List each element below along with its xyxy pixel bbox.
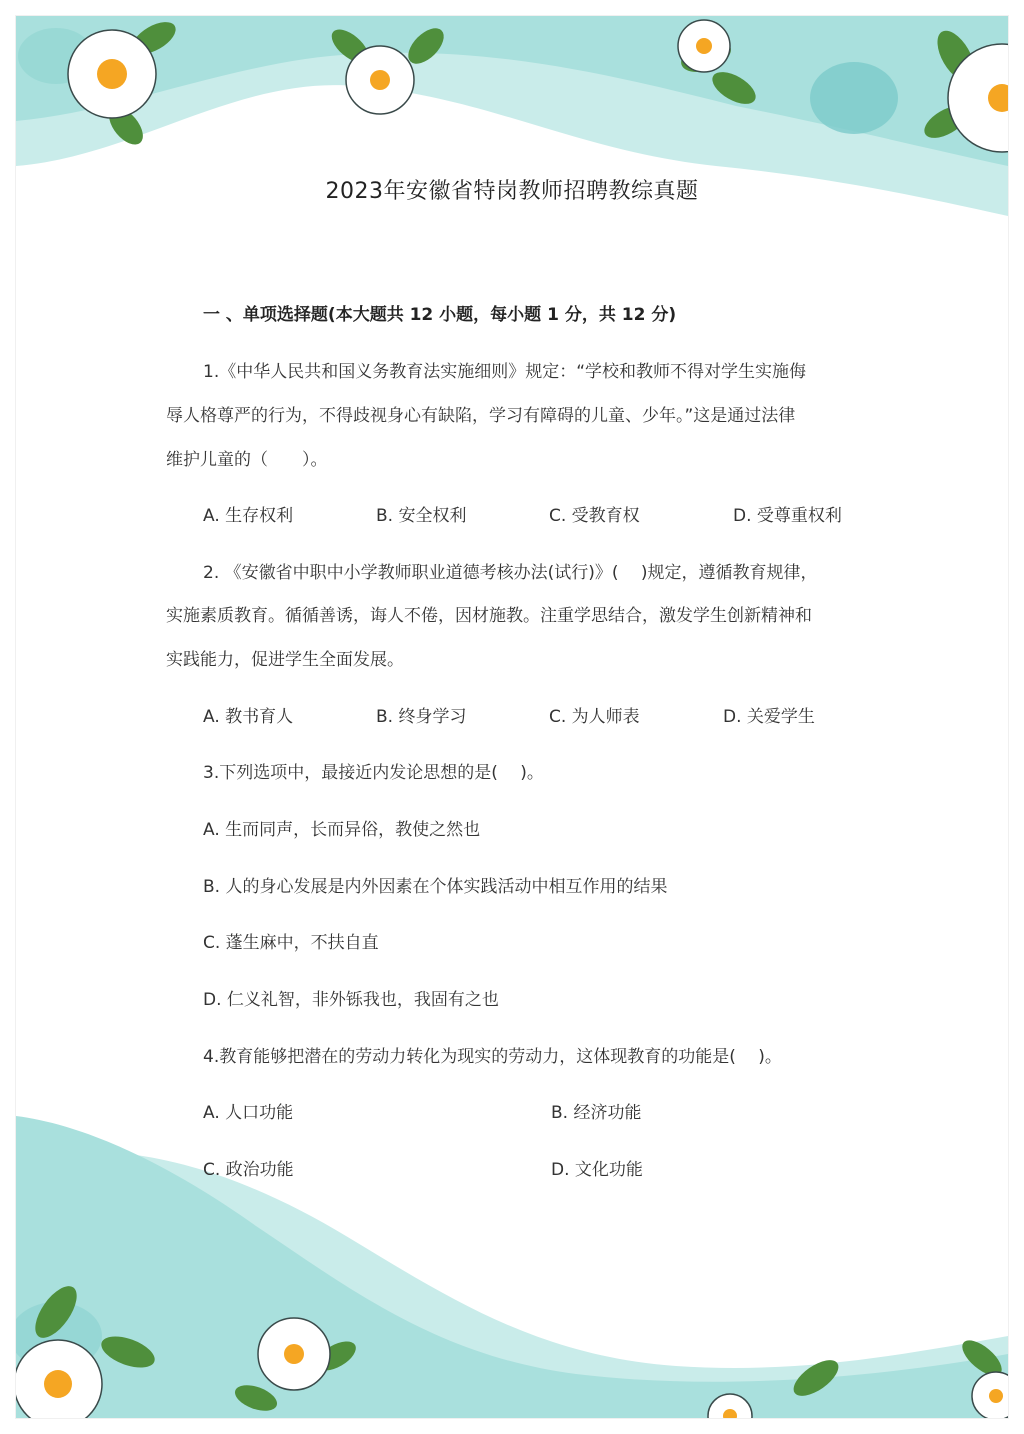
question-1-option-a: A. 生存权利 [203, 506, 294, 526]
question-3-option-c: C. 蓬生麻中，不扶自直 [203, 933, 379, 953]
question-1-line-3: 维护儿童的（ ）。 [166, 450, 328, 470]
question-1-option-c: C. 受教育权 [549, 506, 640, 526]
question-1-line-2: 辱人格尊严的行为，不得歧视身心有缺陷，学习有障碍的儿童、少年。”这是通过法律 [166, 406, 796, 426]
question-3-option-b: B. 人的身心发展是内外因素在个体实践活动中相互作用的结果 [203, 877, 668, 897]
question-1-line-1: 1.《中华人民共和国义务教育法实施细则》规定：“学校和教师不得对学生实施侮 [203, 362, 807, 382]
question-3-option-a: A. 生而同声，长而异俗，教使之然也 [203, 820, 481, 840]
question-1-option-d: D. 受尊重权利 [733, 506, 842, 526]
question-2-option-c: C. 为人师表 [549, 707, 640, 727]
question-4-option-b: B. 经济功能 [551, 1103, 642, 1123]
question-4-option-c: C. 政治功能 [203, 1160, 294, 1180]
document-page [16, 16, 1008, 1418]
floral-footer-decoration [16, 1116, 1008, 1418]
question-2-option-a: A. 教书育人 [203, 707, 294, 727]
question-2-line-2: 实施素质教育。循循善诱，诲人不倦，因材施教。注重学思结合，激发学生创新精神和 [166, 606, 812, 626]
document-title: 2023年安徽省特岗教师招聘教综真题 [325, 179, 699, 204]
question-4-option-a: A. 人口功能 [203, 1103, 294, 1123]
question-4-line-1: 4.教育能够把潜在的劳动力转化为现实的劳动力，这体现教育的功能是( )。 [203, 1047, 782, 1067]
section-heading: 一 、单项选择题(本大题共 12 小题，每小题 1 分，共 12 分) [203, 305, 677, 325]
question-1-option-b: B. 安全权利 [376, 506, 467, 526]
question-4-option-d: D. 文化功能 [551, 1160, 643, 1180]
question-3-option-d: D. 仁义礼智，非外铄我也，我固有之也 [203, 990, 499, 1010]
question-2-option-d: D. 关爱学生 [723, 707, 815, 727]
question-3-line-1: 3.下列选项中，最接近内发论思想的是( )。 [203, 763, 544, 783]
question-2-line-1: 2. 《安徽省中职中小学教师职业道德考核办法(试行)》( )规定，遵循教育规律， [203, 563, 818, 583]
question-2-line-3: 实践能力，促进学生全面发展。 [166, 650, 404, 670]
question-2-option-b: B. 终身学习 [376, 707, 467, 727]
